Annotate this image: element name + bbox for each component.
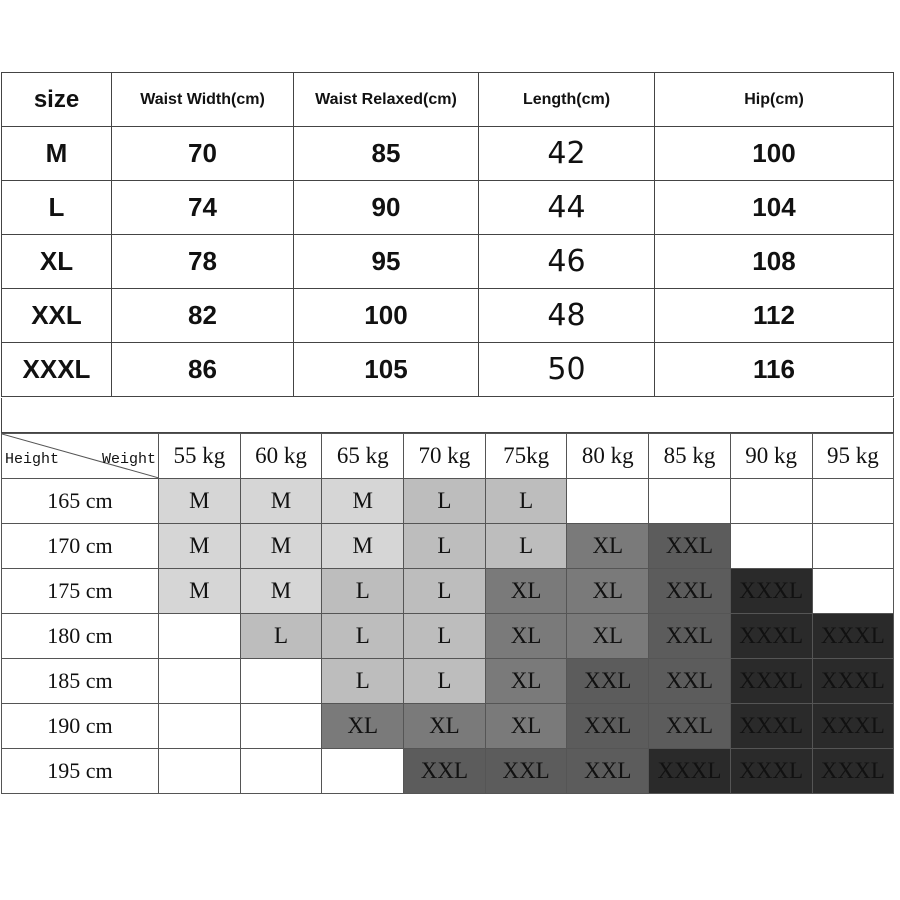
size-row bbox=[2, 289, 894, 343]
recommended-size-cell: XXL bbox=[485, 749, 567, 794]
recommended-size-cell: M bbox=[159, 479, 241, 524]
cell-size: XL bbox=[2, 235, 112, 289]
recommended-size-cell: XXL bbox=[649, 614, 731, 659]
weight-header: 75kg bbox=[485, 434, 567, 479]
size-row bbox=[2, 235, 894, 289]
height-label: 190 cm bbox=[2, 704, 159, 749]
height-row bbox=[2, 569, 894, 614]
corner-weight-label: Weight bbox=[101, 451, 156, 468]
size-row bbox=[2, 343, 894, 397]
cell-waist-width: 82 bbox=[112, 289, 294, 343]
recommended-size-cell: XXXL bbox=[730, 704, 812, 749]
recommended-size-cell: L bbox=[404, 479, 486, 524]
recommended-size-cell: XL bbox=[322, 704, 404, 749]
height-label: 175 cm bbox=[2, 569, 159, 614]
cell-hip: 100 bbox=[655, 127, 894, 181]
cell-length: 44 bbox=[479, 181, 655, 235]
recommended-size-cell: XXXL bbox=[730, 569, 812, 614]
cell-hip: 112 bbox=[655, 289, 894, 343]
recommended-size-cell bbox=[240, 749, 322, 794]
height-label: 180 cm bbox=[2, 614, 159, 659]
recommended-size-cell bbox=[159, 614, 241, 659]
cell-length: 48 bbox=[479, 289, 655, 343]
height-label: 185 cm bbox=[2, 659, 159, 704]
recommended-size-cell: XXL bbox=[649, 569, 731, 614]
recommended-size-cell bbox=[159, 749, 241, 794]
cell-waist-relaxed: 90 bbox=[294, 181, 479, 235]
cell-length: 46 bbox=[479, 235, 655, 289]
cell-length: 42 bbox=[479, 127, 655, 181]
cell-waist-width: 86 bbox=[112, 343, 294, 397]
cell-hip: 104 bbox=[655, 181, 894, 235]
recommended-size-cell: M bbox=[322, 479, 404, 524]
weight-header: 90 kg bbox=[730, 434, 812, 479]
recommended-size-cell: L bbox=[240, 614, 322, 659]
corner-cell bbox=[2, 434, 159, 479]
recommended-size-cell: L bbox=[485, 479, 567, 524]
size-row bbox=[2, 127, 894, 181]
recommended-size-cell bbox=[730, 479, 812, 524]
recommended-size-cell: M bbox=[322, 524, 404, 569]
recommended-size-cell: L bbox=[404, 614, 486, 659]
recommended-size-cell: XXXL bbox=[812, 659, 894, 704]
recommended-size-cell: XL bbox=[485, 704, 567, 749]
cell-size: L bbox=[2, 181, 112, 235]
recommended-size-cell: XL bbox=[567, 524, 649, 569]
recommended-size-cell: L bbox=[485, 524, 567, 569]
recommended-size-cell bbox=[159, 659, 241, 704]
recommended-size-cell bbox=[567, 479, 649, 524]
height-label: 170 cm bbox=[2, 524, 159, 569]
recommended-size-cell: XL bbox=[485, 659, 567, 704]
recommended-size-cell: XL bbox=[404, 704, 486, 749]
recommended-size-cell: M bbox=[240, 479, 322, 524]
recommended-size-cell: XXXL bbox=[812, 614, 894, 659]
recommended-size-cell: XL bbox=[485, 569, 567, 614]
weight-header: 60 kg bbox=[240, 434, 322, 479]
recommended-size-cell: M bbox=[159, 524, 241, 569]
size-recommendation-table bbox=[1, 433, 894, 794]
cell-waist-relaxed: 105 bbox=[294, 343, 479, 397]
weight-header: 65 kg bbox=[322, 434, 404, 479]
recommended-size-cell bbox=[649, 479, 731, 524]
cell-waist-width: 70 bbox=[112, 127, 294, 181]
cell-waist-relaxed: 100 bbox=[294, 289, 479, 343]
cell-size: M bbox=[2, 127, 112, 181]
recommended-size-cell: XXL bbox=[649, 659, 731, 704]
recommended-size-cell: L bbox=[404, 659, 486, 704]
recommended-size-cell: XXXL bbox=[812, 749, 894, 794]
cell-length: 50 bbox=[479, 343, 655, 397]
height-row bbox=[2, 479, 894, 524]
height-row bbox=[2, 749, 894, 794]
recommended-size-cell: XXL bbox=[649, 704, 731, 749]
recommended-size-cell: L bbox=[322, 569, 404, 614]
recommended-size-cell: XXL bbox=[567, 704, 649, 749]
recommended-size-cell: M bbox=[159, 569, 241, 614]
recommended-size-cell bbox=[812, 524, 894, 569]
recommended-size-cell bbox=[159, 704, 241, 749]
recommended-size-cell: M bbox=[240, 524, 322, 569]
recommended-size-cell: XXL bbox=[649, 524, 731, 569]
recommended-size-cell bbox=[812, 479, 894, 524]
height-row bbox=[2, 614, 894, 659]
recommended-size-cell: XL bbox=[567, 569, 649, 614]
size-measurement-table bbox=[1, 72, 894, 397]
recommended-size-cell: L bbox=[404, 569, 486, 614]
recommended-size-cell: L bbox=[404, 524, 486, 569]
recommended-size-cell: XL bbox=[567, 614, 649, 659]
recommended-size-cell bbox=[240, 704, 322, 749]
size-table-header-row bbox=[2, 73, 894, 127]
cell-waist-relaxed: 85 bbox=[294, 127, 479, 181]
height-label: 195 cm bbox=[2, 749, 159, 794]
weight-header: 85 kg bbox=[649, 434, 731, 479]
recommended-size-cell bbox=[322, 749, 404, 794]
table-separator bbox=[1, 398, 894, 433]
recommended-size-cell: XXL bbox=[567, 659, 649, 704]
weight-header-row bbox=[2, 434, 894, 479]
recommended-size-cell bbox=[812, 569, 894, 614]
cell-hip: 108 bbox=[655, 235, 894, 289]
recommended-size-cell: XXXL bbox=[730, 614, 812, 659]
cell-waist-relaxed: 95 bbox=[294, 235, 479, 289]
cell-waist-width: 78 bbox=[112, 235, 294, 289]
cell-size: XXL bbox=[2, 289, 112, 343]
height-row bbox=[2, 659, 894, 704]
recommended-size-cell bbox=[240, 659, 322, 704]
recommended-size-cell: L bbox=[322, 659, 404, 704]
recommended-size-cell: XXXL bbox=[812, 704, 894, 749]
height-row bbox=[2, 524, 894, 569]
height-row bbox=[2, 704, 894, 749]
weight-header: 80 kg bbox=[567, 434, 649, 479]
size-row bbox=[2, 181, 894, 235]
header-size: size bbox=[2, 73, 112, 127]
header-length: Length(cm) bbox=[479, 73, 655, 127]
cell-size: XXXL bbox=[2, 343, 112, 397]
header-waist-relaxed: Waist Relaxed(cm) bbox=[294, 73, 479, 127]
weight-header: 95 kg bbox=[812, 434, 894, 479]
recommended-size-cell: XXXL bbox=[730, 659, 812, 704]
recommended-size-cell bbox=[730, 524, 812, 569]
corner-height-label: Height bbox=[5, 451, 60, 468]
cell-waist-width: 74 bbox=[112, 181, 294, 235]
recommended-size-cell: XXXL bbox=[730, 749, 812, 794]
height-label: 165 cm bbox=[2, 479, 159, 524]
recommended-size-cell: XXL bbox=[567, 749, 649, 794]
recommended-size-cell: XXXL bbox=[649, 749, 731, 794]
recommended-size-cell: XL bbox=[485, 614, 567, 659]
weight-header: 55 kg bbox=[159, 434, 241, 479]
weight-header: 70 kg bbox=[404, 434, 486, 479]
cell-hip: 116 bbox=[655, 343, 894, 397]
recommended-size-cell: XXL bbox=[404, 749, 486, 794]
recommended-size-cell: M bbox=[240, 569, 322, 614]
header-hip: Hip(cm) bbox=[655, 73, 894, 127]
header-waist-width: Waist Width(cm) bbox=[112, 73, 294, 127]
recommended-size-cell: L bbox=[322, 614, 404, 659]
